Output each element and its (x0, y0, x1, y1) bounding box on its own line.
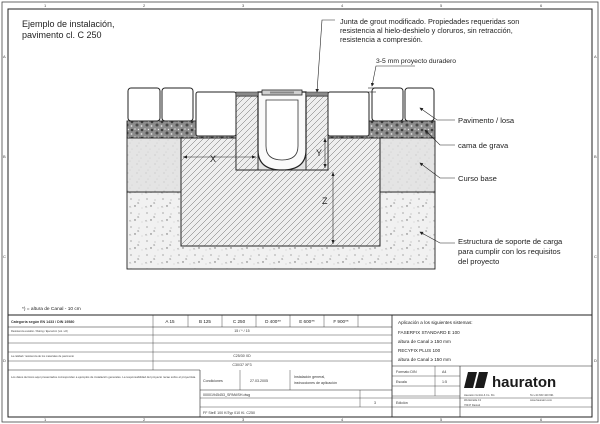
row3-label: La calidad / resistencia de los materiales de pavimento (11, 355, 75, 358)
applies-height-1: altura de Canal ≥ 150 mm (398, 339, 451, 344)
contact-line2: www.hauraton.com (530, 399, 553, 402)
frame-col-4: 4 (341, 3, 344, 8)
title-block (8, 315, 592, 417)
address-line3: 76437 Rastatt (464, 404, 481, 407)
leader-recess (372, 66, 415, 86)
dim-x-label: X (209, 154, 217, 164)
applies-heading: Aplicación a los siguientes sistemas: (398, 320, 473, 325)
callout-grout-line3: resistencia a compresión. (340, 35, 423, 44)
description-line1: Instalación general, (294, 375, 326, 379)
frame-col-5: 5 (440, 3, 443, 8)
row4-value: C30/37 XF3 (232, 363, 252, 367)
applies-system-1: FASERFIX STANDARD E 100 (398, 330, 460, 335)
frame-row-b: B (3, 154, 6, 159)
grout-joint-left (236, 92, 258, 96)
address-line1: Hauraton GmbH & Co. KG (464, 394, 495, 397)
frame-col-3: 3 (242, 3, 245, 8)
hauraton-logo-mark (464, 372, 488, 388)
frame-row-a: A (3, 54, 6, 59)
applies-height-2: altura de Canal ≥ 150 mm (398, 357, 451, 362)
callout-paving: Pavimento / losa (458, 116, 515, 125)
frame-row-c: C (3, 254, 6, 259)
contact-line1: Tel +34 663 420 991 (530, 394, 554, 397)
frame-col-6-bottom: 6 (540, 417, 543, 422)
frame-row-a-right: A (594, 54, 597, 59)
callout-grout-line2: resistencia al hielo-deshielo y cloruros, sin retracción, (340, 26, 513, 35)
brand-name: hauraton (492, 374, 557, 391)
frame-col-6: 6 (540, 3, 543, 8)
callout-base: Curso base (458, 174, 497, 183)
frame-row-d-right: D (594, 358, 597, 363)
frame-col-2-bottom: 2 (143, 417, 146, 422)
drawing-code: FF SteE 100 KiTyp 010 Kl. C250 (203, 411, 255, 415)
format-label: Formato DIN (396, 370, 417, 374)
callout-gravel: cama de grava (458, 141, 509, 150)
format-value: A4 (442, 370, 447, 374)
dim-z-label: Z (322, 196, 328, 206)
class-d400: D 400** (265, 319, 281, 324)
frame-col-2: 2 (143, 3, 146, 8)
class-c250: C 250 (232, 319, 246, 324)
row2-label: Resistencia escalón / Rating / Ejecución (vol. x/d) (11, 330, 68, 333)
date: 27.03.2005 (250, 379, 268, 383)
scale-value: 1:5 (442, 380, 447, 384)
frame-col-5-bottom: 5 (440, 417, 443, 422)
scale-label: Escala (396, 380, 407, 384)
class-b125: B 125 (198, 319, 212, 324)
frame-col-1-bottom: 1 (44, 417, 47, 422)
hauraton-logo (464, 372, 556, 391)
drawing-title-line2: pavimento cl. C 250 (22, 30, 102, 40)
frame-row-d: D (3, 358, 6, 363)
callout-support-line1: Estructura de soporte de carga (458, 237, 563, 246)
disclaimer: Los datos técnicos aquí presentados corresponden a ejemplos de instalación generales. La responsabilidad del proyecto recae sobre el proyectista. (11, 376, 181, 379)
callout-support-line2: para cumplir con los requisitos (458, 247, 561, 256)
channel-inner-profile (266, 100, 298, 160)
callout-grout-line1: Junta de grout modificado. Propiedades requeridas son (340, 17, 520, 26)
dim-y-label: Y (316, 148, 323, 158)
row2-value: 15 / * / 15 (234, 329, 250, 333)
class-row-label: Categoría según EN 1433 / DIN 19580 (11, 320, 75, 324)
sheet-number: 3 (374, 401, 376, 405)
applies-system-2: RECYFIX PLUS 100 (398, 348, 441, 353)
address-line2: Werkstraße 13 (464, 399, 481, 402)
callout-support-line3: del proyecto (458, 257, 500, 266)
conditions-label: Condiciones (203, 379, 223, 383)
description-line2: instrucciones de aplicación (294, 381, 337, 385)
frame-row-b-right: B (594, 154, 597, 159)
class-f900: F 900** (333, 319, 349, 324)
channel-grate-slot (270, 92, 294, 94)
class-e600: E 600** (299, 319, 315, 324)
frame-col-4-bottom: 4 (341, 417, 344, 422)
drawing-title-line1: Ejemplo de instalación, (22, 19, 115, 29)
footnote: *) = altura de Canal - 10 cm (22, 307, 81, 312)
row3-value: C25/30 XD (233, 354, 251, 358)
grout-joint-right (306, 92, 328, 96)
frame-col-3-bottom: 3 (242, 417, 245, 422)
class-a15: A 15 (165, 319, 175, 324)
concrete-haunch-left-hatch (236, 96, 258, 170)
frame-row-c-right: C (594, 254, 597, 259)
callout-recess: 3-5 mm proyecto duradero (376, 58, 457, 65)
doc-number: 00001945453_SPANISH.dwg (203, 393, 251, 397)
frame-col-1: 1 (44, 3, 47, 8)
edition-label: Edición (396, 401, 408, 405)
leader-grout (317, 20, 335, 92)
cross-section (127, 88, 435, 269)
